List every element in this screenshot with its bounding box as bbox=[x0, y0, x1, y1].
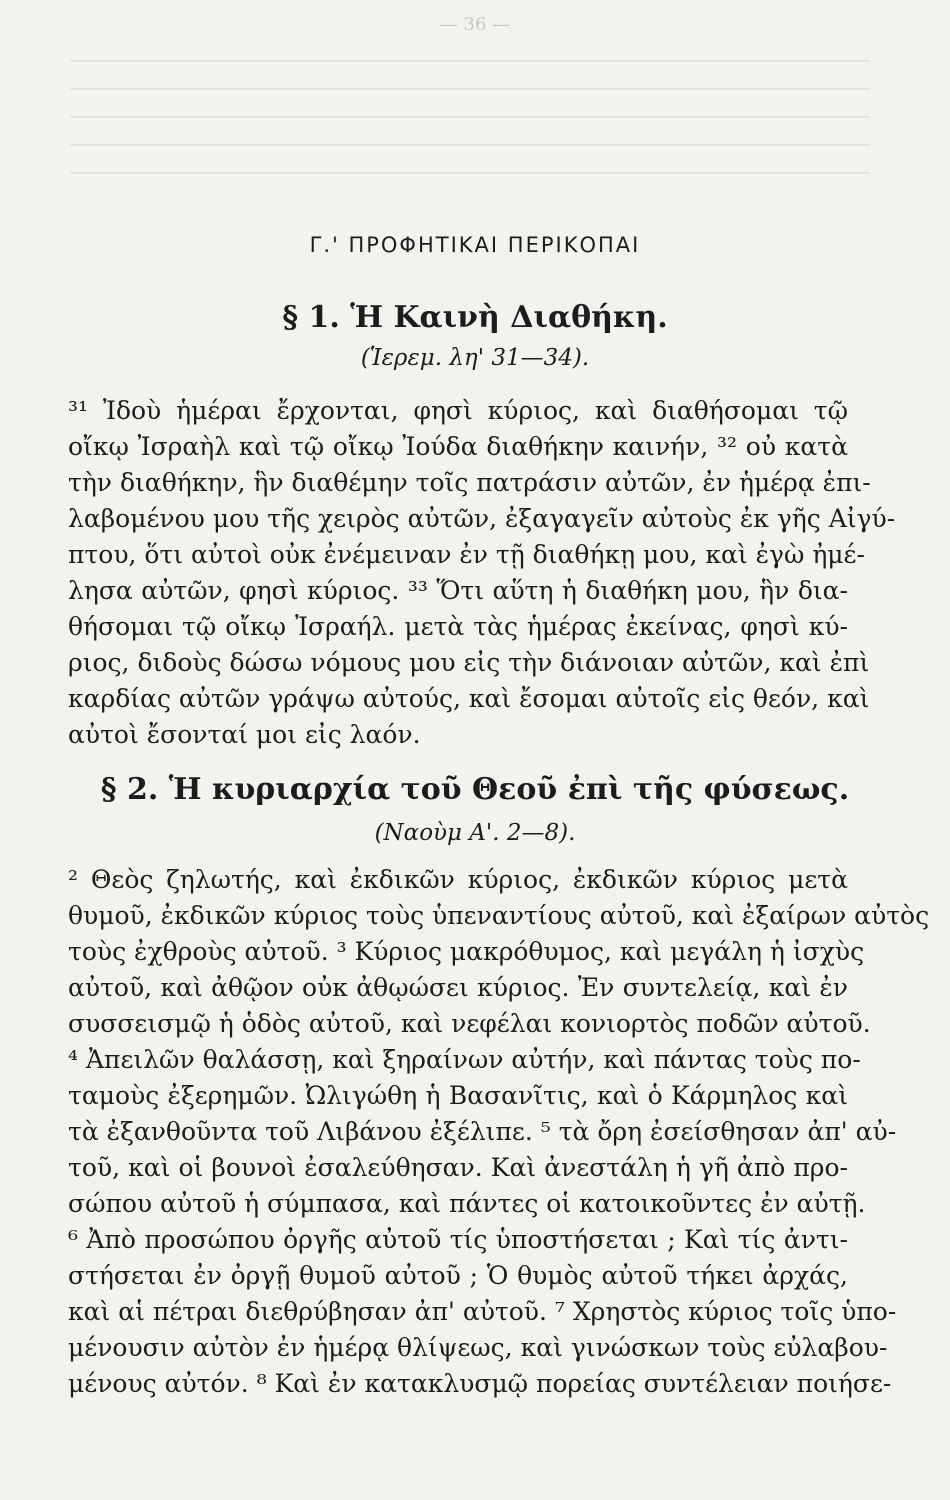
text-line: πτου, ὅτι αὐτοὶ οὐκ ἐνέμειναν ἐν τῇ διαθήκῃ μου, καὶ ἐγὼ ἠμέ- bbox=[68, 540, 865, 569]
text-line: ⁶ Ἀπὸ προσώπου ὀργῆς αὐτοῦ τίς ὑποστήσεται ; Καὶ τίς ἀντι- bbox=[68, 1225, 848, 1254]
section-1-title: § 1. Ἡ Καινὴ Διαθήκη. bbox=[282, 300, 668, 335]
text-line: θήσομαι τῷ οἴκῳ Ἰσραήλ. μετὰ τὰς ἡμέρας ἐκείνας, φησὶ κύ- bbox=[68, 612, 848, 641]
text-line: λαβομένου μου τῆς χειρὸς αὐτῶν, ἐξαγαγεῖν αὐτοὺς ἐκ γῆς Αἰγύ- bbox=[68, 504, 896, 533]
text-line: τοὺς ἐχθροὺς αὐτοῦ. ³ Κύριος μακρόθυμος, καὶ μεγάλη ἡ ἰσχὺς bbox=[68, 937, 865, 966]
text-line: οἴκῳ Ἰσραὴλ καὶ τῷ οἴκῳ Ἰούδα διαθήκην καινήν, ³² οὐ κατὰ bbox=[68, 432, 848, 461]
text-line: ² Θεὸς ζηλωτής, καὶ ἐκδικῶν κύριος, ἐκδικῶν κύριος μετὰ bbox=[68, 865, 848, 894]
bleed-through-texture bbox=[70, 60, 870, 180]
text-line: ταμοὺς ἐξερημῶν. Ὠλιγώθη ἡ Βασανῖτις, καὶ ὁ Κάρμηλος καὶ bbox=[68, 1081, 848, 1110]
section-2-body bbox=[68, 862, 930, 1402]
text-line: συσσεισμῷ ἡ ὁδὸς αὐτοῦ, καὶ νεφέλαι κονιορτὸς ποδῶν αὐτοῦ. bbox=[68, 1009, 871, 1038]
text-line: ⁴ Ἀπειλῶν θαλάσσῃ, καὶ ξηραίνων αὐτήν, καὶ πάντας τοὺς πο- bbox=[68, 1045, 861, 1074]
text-line: τὴν διαθήκην, ἣν διαθέμην τοῖς πατράσιν αὐτῶν, ἐν ἡμέρᾳ ἐπι- bbox=[68, 468, 871, 497]
section-2-title: § 2. Ἡ κυριαρχία τοῦ Θεοῦ ἐπὶ τῆς φύσεως. bbox=[100, 772, 850, 807]
section-2-reference: (Ναοὺμ Α'. 2—8). bbox=[374, 820, 576, 846]
section-1-body bbox=[68, 393, 896, 753]
text-line: ριος, διδοὺς δώσω νόμους μου εἰς τὴν διάνοιαν αὐτῶν, καὶ ἐπὶ bbox=[68, 648, 870, 677]
section-1-reference: (Ἱερεμ. λη' 31—34). bbox=[360, 345, 590, 371]
text-line: λησα αὐτῶν, φησὶ κύριος. ³³ Ὅτι αὕτη ἡ διαθήκη μου, ἣν δια- bbox=[68, 576, 848, 605]
text-line: αὐτοὶ ἔσονταί μοι εἰς λαόν. bbox=[68, 720, 421, 749]
text-line: μένουσιν αὐτὸν ἐν ἡμέρᾳ θλίψεως, καὶ γινώσκων τοὺς εὐλαβου- bbox=[68, 1333, 888, 1362]
section-heading: Γ.' ΠΡΟΦΗΤΙΚΑΙ ΠΕΡΙΚΟΠΑΙ bbox=[309, 233, 641, 257]
text-line: αὐτοῦ, καὶ ἀθῷον οὐκ ἀθῳώσει κύριος. Ἐν συντελείᾳ, καὶ ἐν bbox=[68, 973, 848, 1002]
text-line: στήσεται ἐν ὀργῇ θυμοῦ αὐτοῦ ; Ὁ θυμὸς αὐτοῦ τήκει ἀρχάς, bbox=[68, 1261, 848, 1290]
text-line: καρδίας αὐτῶν γράψω αὐτούς, καὶ ἔσομαι αὐτοῖς εἰς θεόν, καὶ bbox=[68, 684, 870, 713]
text-line: καὶ αἱ πέτραι διεθρύβησαν ἀπ' αὐτοῦ. ⁷ Χρηστὸς κύριος τοῖς ὑπο- bbox=[68, 1297, 897, 1326]
text-line: σώπου αὐτοῦ ἡ σύμπασα, καὶ πάντες οἱ κατοικοῦντες ἐν αὐτῇ. bbox=[68, 1189, 866, 1218]
text-line: τὰ ἐξανθοῦντα τοῦ Λιβάνου ἐξέλιπε. ⁵ τὰ ὄρη ἐσείσθησαν ἀπ' αὐ- bbox=[68, 1117, 897, 1146]
page-number: — 36 — bbox=[439, 14, 511, 35]
text-line: θυμοῦ, ἐκδικῶν κύριος τοὺς ὑπεναντίους αὐτοῦ, καὶ ἐξαίρων αὐτὸς bbox=[68, 901, 930, 930]
text-line: τοῦ, καὶ οἱ βουνοὶ ἐσαλεύθησαν. Καὶ ἀνεστάλη ἡ γῆ ἀπὸ προ- bbox=[68, 1153, 848, 1182]
text-line: ³¹ Ἰδοὺ ἡμέραι ἔρχονται, φησὶ κύριος, καὶ διαθήσομαι τῷ bbox=[68, 396, 848, 425]
text-line: μένους αὐτόν. ⁸ Καὶ ἐν κατακλυσμῷ πορείας συντέλειαν ποιήσε- bbox=[68, 1369, 892, 1398]
